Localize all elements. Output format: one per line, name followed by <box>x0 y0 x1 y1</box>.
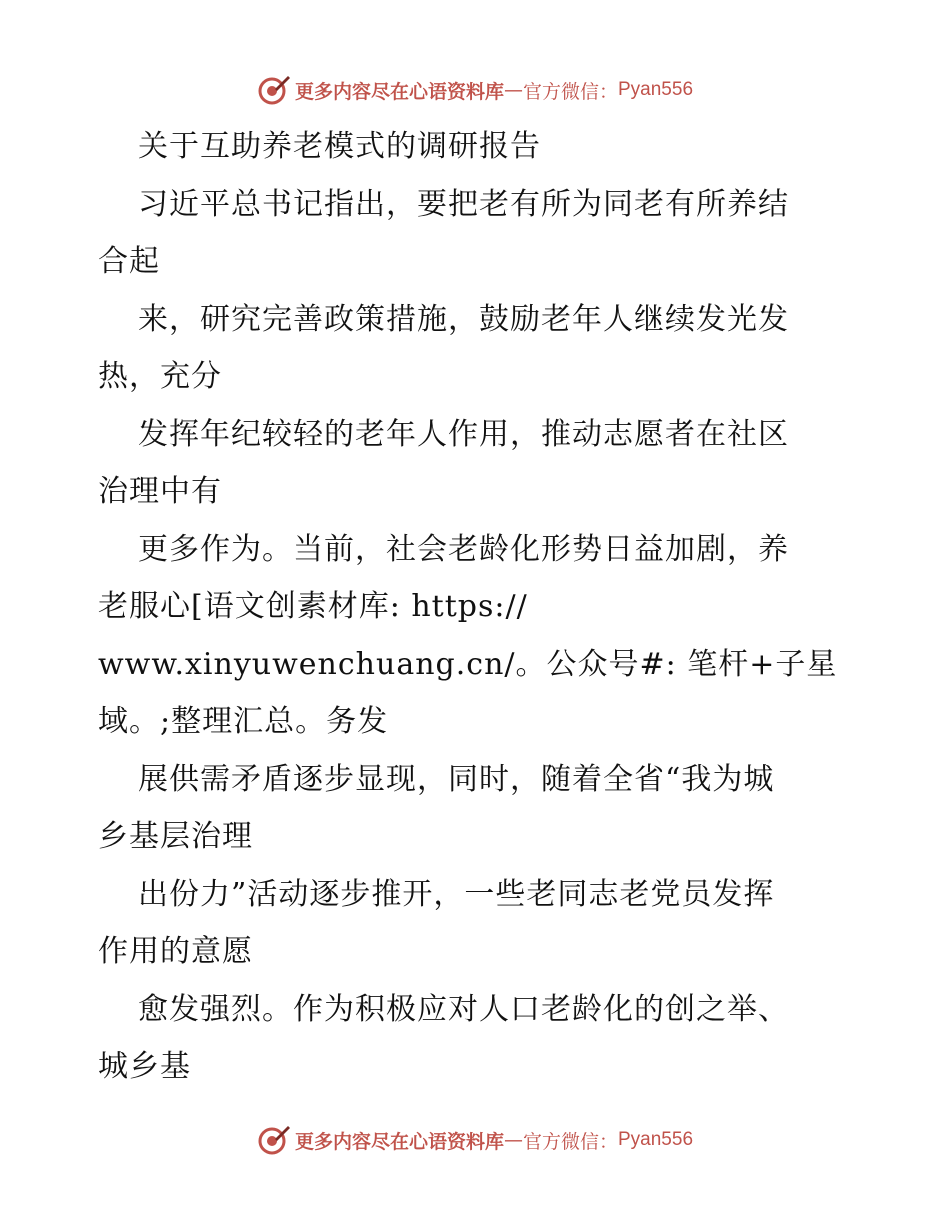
header-banner <box>0 70 950 110</box>
pen-circle-logo-icon <box>257 73 291 107</box>
banner-official-label: 官方微信： <box>522 1130 618 1153</box>
banner-title: 更多内容尽在心语资料库 <box>294 1130 504 1153</box>
text-line: 热，充分 <box>98 359 222 394</box>
text-line: 来，研究完善政策措施，鼓励老年人继续发光发 <box>138 301 789 337</box>
text-line: 展供需矛盾逐步显现，同时，随着全省“我为城 <box>138 761 775 797</box>
pen-circle-logo-icon <box>257 1123 291 1157</box>
banner-wechat-id: Pyan556 <box>618 79 694 100</box>
banner-separator: — <box>503 1129 523 1151</box>
text-line: 域。;整理汇总。务发 <box>98 704 389 739</box>
text-line: 老服心[语文创素材库: https:// <box>98 589 528 624</box>
banner-title: 更多内容尽在心语资料库 <box>294 80 504 103</box>
text-line: 治理中有 <box>98 474 222 509</box>
document-title: 关于互助养老模式的调研报告 <box>138 129 541 164</box>
footer-banner <box>0 1120 950 1160</box>
text-line: 作用的意愿 <box>98 934 253 969</box>
text-line: 发挥年纪较轻的老年人作用，推动志愿者在社区 <box>138 416 789 452</box>
banner-wechat-id: Pyan556 <box>618 1129 694 1150</box>
banner-official-label: 官方微信： <box>522 80 618 103</box>
text-line: 乡基层治理 <box>98 819 253 854</box>
text-line: 更多作为。当前，社会老龄化形势日益加剧，养 <box>138 531 789 567</box>
text-line: 城乡基 <box>98 1049 191 1084</box>
text-line: www.xinyuwenchuang.cn/。公众号#: 笔杆+子星 <box>98 646 838 682</box>
banner-separator: — <box>503 79 523 101</box>
text-line: 愈发强烈。作为积极应对人口老龄化的创之举、 <box>138 991 789 1027</box>
text-line: 习近平总书记指出，要把老有所为同老有所养结 <box>138 186 789 222</box>
text-line: 合起 <box>98 244 160 279</box>
document-body <box>98 118 868 1096</box>
text-line: 出份力”活动逐步推开，一些老同志老党员发挥 <box>138 876 775 912</box>
